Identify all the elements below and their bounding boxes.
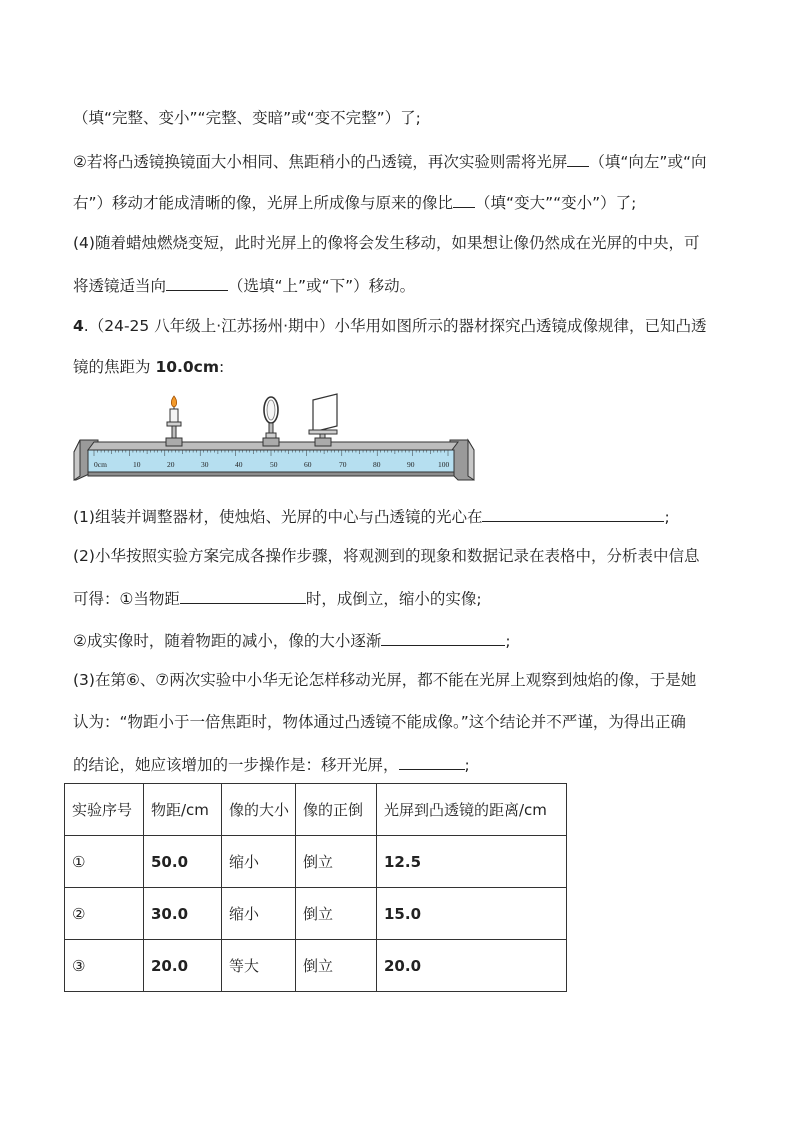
table-cell: 缩小	[222, 836, 296, 888]
answer-blank[interactable]	[567, 150, 589, 167]
table-cell: 12.5	[377, 836, 567, 888]
text-line-3	[73, 191, 636, 213]
answer-blank[interactable]	[482, 505, 664, 522]
part-1	[73, 505, 670, 527]
header-cell: 光屏到凸透镜的距离/cm	[377, 784, 567, 836]
table-row	[65, 888, 567, 940]
header-cell: 物距/cm	[144, 784, 222, 836]
table-cell: ①	[65, 836, 144, 888]
table-cell: 30.0	[144, 888, 222, 940]
scale-label-10: 10	[133, 460, 141, 469]
text-line-1	[73, 108, 421, 128]
answer-blank[interactable]	[166, 274, 228, 291]
scale-label-0: 0cm	[94, 460, 107, 469]
scale-label-90: 90	[407, 460, 415, 469]
table-row	[65, 940, 567, 992]
text-line-7	[73, 357, 224, 377]
optical-bench-figure	[72, 392, 482, 484]
question-text: .（24-25 八年级上·江苏扬州·期中）小华用如图所示的器材探究凸透镜成像规律，已知凸透	[83, 317, 707, 335]
question-text: 认为：“物距小于一倍焦距时，物体通过凸透镜不能成像。”这个结论并不严谨，为得出正确	[73, 713, 686, 731]
experiment-table	[64, 783, 567, 992]
scale-label-70: 70	[339, 460, 347, 469]
part-3-line-2	[73, 712, 686, 732]
text-line-2	[73, 150, 707, 172]
header-cell: 实验序号	[65, 784, 144, 836]
answer-blank[interactable]	[453, 191, 475, 208]
table-cell: 等大	[222, 940, 296, 992]
question-text: (3)在第⑥、⑦两次实验中小华无论怎样移动光屏，都不能在光屏上观察到烛焰的像，于是她	[73, 671, 697, 689]
scale-label-40: 40	[235, 460, 243, 469]
question-text: 可得：①当物距	[73, 590, 180, 608]
question-text: （选填“上”或“下”）移动。	[228, 277, 416, 295]
question-4-heading	[73, 316, 707, 336]
question-text: 将透镜适当向	[73, 277, 167, 295]
text-line-5	[73, 274, 415, 296]
table-cell: 50.0	[144, 836, 222, 888]
header-cell: 像的大小	[222, 784, 296, 836]
part-3-line-3	[73, 753, 470, 775]
part-2-line-3	[73, 629, 511, 651]
answer-blank[interactable]	[180, 587, 306, 604]
scale-label-50: 50	[270, 460, 278, 469]
text-line-4	[73, 233, 699, 253]
scale-label-100: 100	[438, 460, 450, 469]
question-text: （填“向左”或“向	[589, 153, 707, 171]
table-cell: 20.0	[144, 940, 222, 992]
table-cell: 倒立	[296, 888, 377, 940]
focal-length-value: 10.0cm	[155, 358, 220, 376]
part-2-line-2	[73, 587, 482, 609]
question-text: ②成实像时，随着物距的减小，像的大小逐渐	[73, 632, 382, 650]
scale-label-30: 30	[201, 460, 209, 469]
question-number: 4	[73, 317, 84, 335]
table-header-row	[65, 784, 567, 836]
table-cell: 倒立	[296, 836, 377, 888]
question-text: （填“变大”“变小”）了;	[475, 194, 637, 212]
question-text: ;	[664, 508, 670, 526]
table-cell: ②	[65, 888, 144, 940]
table-cell: 20.0	[377, 940, 567, 992]
part-2-line-1	[73, 546, 699, 566]
question-text: ;	[464, 756, 470, 774]
question-text: 的结论，她应该增加的一步操作是：移开光屏，	[73, 756, 399, 774]
question-text: ②若将凸透镜换镜面大小相同、焦距稍小的凸透镜，再次实验则需将光屏	[73, 153, 568, 171]
question-text: ;	[505, 632, 511, 650]
question-text: 右”）移动才能成清晰的像，光屏上所成像与原来的像比	[73, 194, 454, 212]
table-cell: 倒立	[296, 940, 377, 992]
scale-label-80: 80	[373, 460, 381, 469]
header-cell: 像的正倒	[296, 784, 377, 836]
answer-blank[interactable]	[399, 753, 465, 770]
fill-hint-text: （填“完整、变小”“完整、变暗”或“变不完整”）了;	[73, 109, 421, 127]
question-text: :	[219, 358, 225, 376]
question-text: (4)随着蜡烛燃烧变短，此时光屏上的像将会发生移动，如果想让像仍然成在光屏的中央，可	[73, 234, 700, 252]
part-3-line-1	[73, 670, 696, 690]
scale-label-60: 60	[304, 460, 312, 469]
question-text: 时，成倒立，缩小的实像;	[305, 590, 482, 608]
question-text: 镜的焦距为	[73, 358, 156, 376]
convex-lens	[263, 397, 279, 446]
scale-label-20: 20	[167, 460, 175, 469]
table-cell: ③	[65, 940, 144, 992]
candle	[166, 396, 182, 446]
table-row	[65, 836, 567, 888]
light-screen	[309, 394, 337, 446]
answer-blank[interactable]	[381, 629, 505, 646]
question-text: (2)小华按照实验方案完成各操作步骤，将观测到的现象和数据记录在表格中，分析表中信息	[73, 547, 700, 565]
table-cell: 15.0	[377, 888, 567, 940]
question-text: (1)组装并调整器材，使烛焰、光屏的中心与凸透镜的光心在	[73, 508, 483, 526]
table-cell: 缩小	[222, 888, 296, 940]
